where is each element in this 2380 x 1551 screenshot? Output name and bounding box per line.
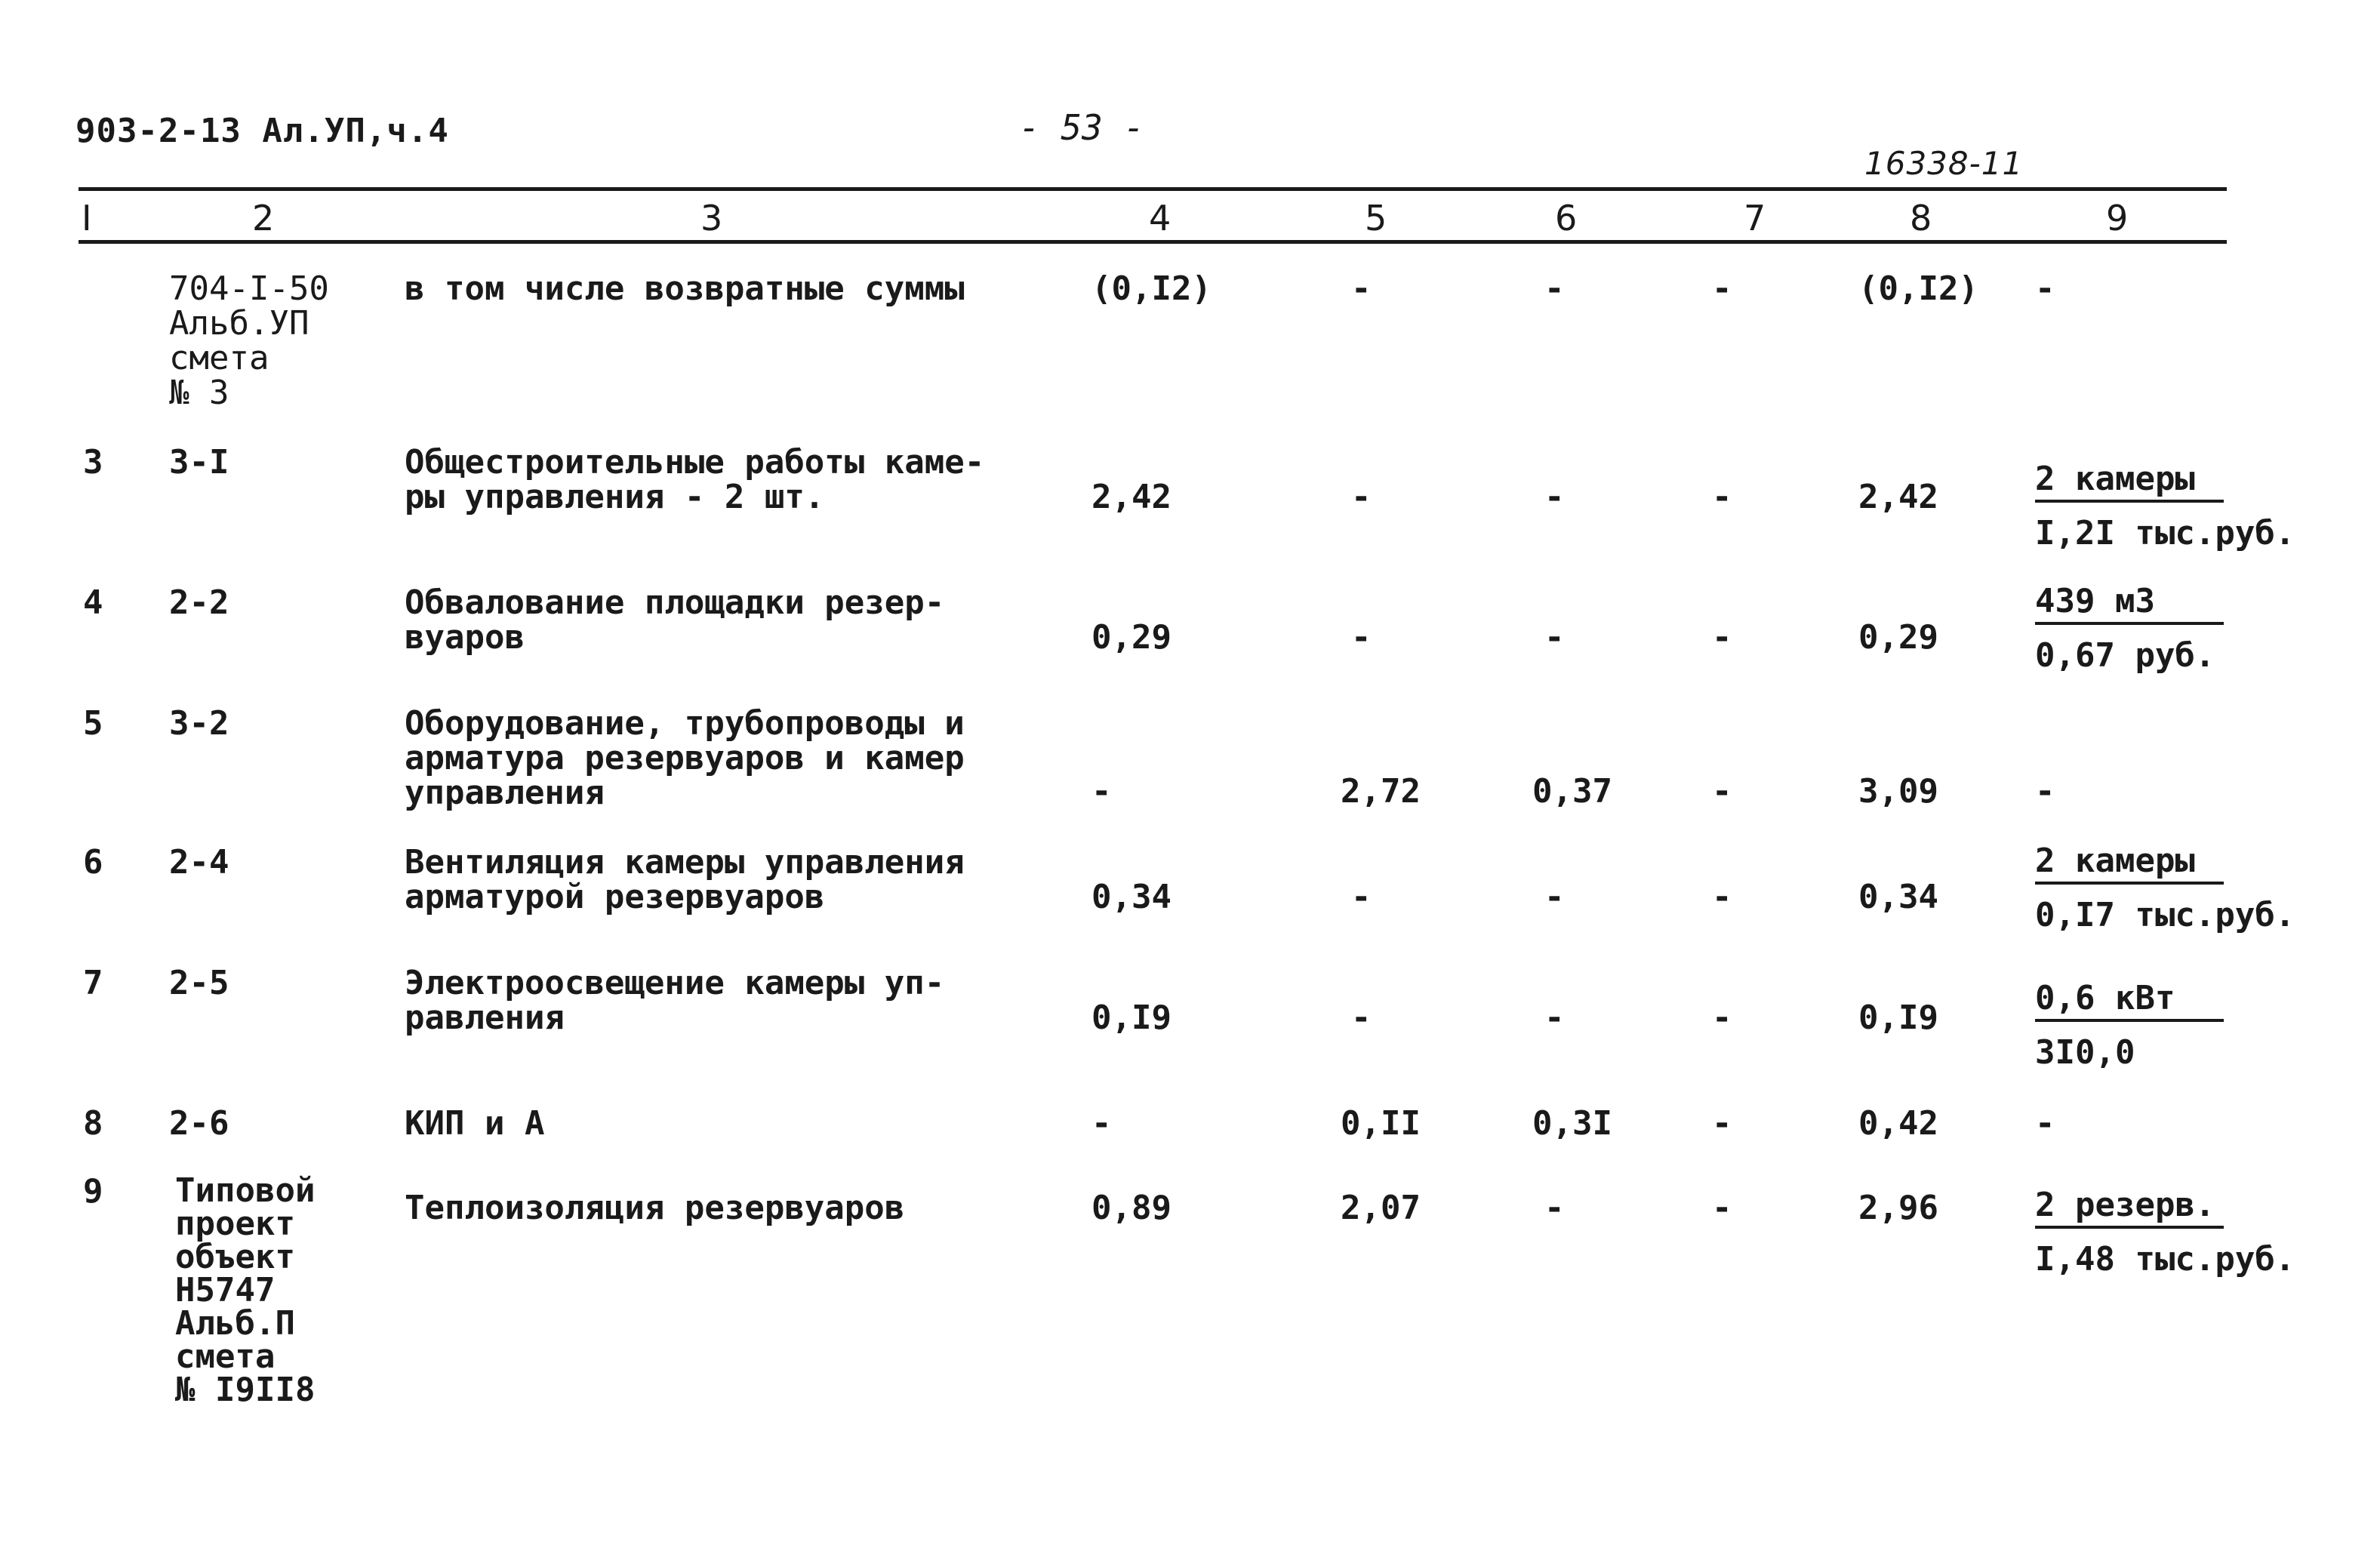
row-code: 3-I bbox=[169, 443, 229, 482]
row-number: 4 bbox=[83, 583, 103, 622]
row-col8: 0,29 bbox=[1858, 618, 1938, 657]
column-header-3: 3 bbox=[700, 198, 723, 238]
column-header-1: I bbox=[82, 198, 92, 238]
row-col9-denominator: 0,67 руб. bbox=[2035, 636, 2215, 675]
row-col6: 0,3I bbox=[1532, 1104, 1612, 1143]
row-number: 5 bbox=[83, 704, 103, 743]
row-col5: - bbox=[1351, 478, 1372, 516]
row-title: в том числе возвратные суммы bbox=[405, 269, 965, 308]
row-col9-numerator: 439 м3 bbox=[2035, 584, 2224, 625]
table-header-rule bbox=[79, 240, 2227, 244]
row-col8: 2,96 bbox=[1858, 1189, 1938, 1227]
row-col8: 2,42 bbox=[1858, 478, 1938, 516]
row-code: 2-6 bbox=[169, 1104, 229, 1143]
row-col5: - bbox=[1351, 999, 1372, 1037]
row-col8: (0,I2) bbox=[1858, 269, 1978, 308]
row-col9: - bbox=[2035, 772, 2055, 811]
page-number: - 53 - bbox=[1019, 107, 1145, 148]
row-col7: - bbox=[1712, 1104, 1732, 1143]
row-col4: - bbox=[1091, 772, 1112, 811]
row-col4: 2,42 bbox=[1091, 478, 1172, 516]
row-code: 704-I-50 Альб.УП смета № 3 bbox=[169, 269, 329, 412]
row-title: Обвалование площадки резер- вуаров bbox=[405, 583, 945, 657]
row-number: 8 bbox=[83, 1104, 103, 1143]
row-code: 2-2 bbox=[169, 583, 229, 622]
row-col4: 0,34 bbox=[1091, 878, 1172, 916]
row-code: Типовой проект объект Н5747 Альб.П смета № I9II8 bbox=[175, 1171, 316, 1409]
row-col5: 2,72 bbox=[1341, 772, 1421, 811]
row-col7: - bbox=[1712, 772, 1732, 811]
row-col4: - bbox=[1091, 1104, 1112, 1143]
column-header-2: 2 bbox=[252, 198, 275, 238]
row-col9-denominator: I,48 тыс.руб. bbox=[2035, 1240, 2295, 1279]
row-title: КИП и А bbox=[405, 1104, 545, 1143]
row-col6: 0,37 bbox=[1532, 772, 1612, 811]
row-col7: - bbox=[1712, 1189, 1732, 1227]
row-col9: - bbox=[2035, 1104, 2055, 1143]
row-col8: 0,34 bbox=[1858, 878, 1938, 916]
table-top-rule bbox=[79, 187, 2227, 191]
document-code: 903-2-13 Ал.УП,ч.4 bbox=[75, 112, 449, 150]
row-col6: - bbox=[1544, 878, 1565, 916]
column-header-7: 7 bbox=[1744, 198, 1766, 238]
row-col9-denominator: 3I0,0 bbox=[2035, 1033, 2135, 1072]
row-number: 7 bbox=[83, 964, 103, 1002]
row-col7: - bbox=[1712, 878, 1732, 916]
column-header-8: 8 bbox=[1910, 198, 1932, 238]
row-col4: (0,I2) bbox=[1091, 269, 1212, 308]
row-title: Оборудование, трубопроводы и арматура резервуаров и камер управления bbox=[405, 704, 965, 812]
row-col9-numerator: 0,6 кВт bbox=[2035, 981, 2224, 1022]
row-col4: 0,29 bbox=[1091, 618, 1172, 657]
row-col6: - bbox=[1544, 269, 1565, 308]
column-header-4: 4 bbox=[1149, 198, 1172, 238]
row-col5: 2,07 bbox=[1341, 1189, 1421, 1227]
row-code: 2-4 bbox=[169, 843, 229, 882]
row-col5: - bbox=[1351, 269, 1372, 308]
row-col5: 0,II bbox=[1341, 1104, 1421, 1143]
row-col9-denominator: 0,I7 тыс.руб. bbox=[2035, 896, 2295, 934]
row-col7: - bbox=[1712, 478, 1732, 516]
row-col9: - bbox=[2035, 269, 2055, 308]
row-col8: 0,I9 bbox=[1858, 999, 1938, 1037]
row-col5: - bbox=[1351, 878, 1372, 916]
row-col9-numerator: 2 резерв. bbox=[2035, 1188, 2224, 1229]
row-col4: 0,89 bbox=[1091, 1189, 1172, 1227]
row-col6: - bbox=[1544, 1189, 1565, 1227]
archive-number: 16338-11 bbox=[1864, 145, 2024, 182]
row-number: 9 bbox=[83, 1172, 103, 1211]
row-col8: 3,09 bbox=[1858, 772, 1938, 811]
row-col4: 0,I9 bbox=[1091, 999, 1172, 1037]
column-header-5: 5 bbox=[1365, 198, 1387, 238]
row-title: Вентиляция камеры управления арматурой резервуаров bbox=[405, 843, 965, 916]
row-col7: - bbox=[1712, 618, 1732, 657]
row-col6: - bbox=[1544, 478, 1565, 516]
row-col6: - bbox=[1544, 618, 1565, 657]
row-col6: - bbox=[1544, 999, 1565, 1037]
row-title: Теплоизоляция резервуаров bbox=[405, 1189, 905, 1227]
row-col7: - bbox=[1712, 269, 1732, 308]
row-code: 3-2 bbox=[169, 704, 229, 743]
column-header-6: 6 bbox=[1555, 198, 1578, 238]
row-number: 6 bbox=[83, 843, 103, 882]
row-number: 3 bbox=[83, 443, 103, 482]
row-title: Общестроительные работы каме- ры управления - 2 шт. bbox=[405, 443, 985, 516]
row-col9-numerator: 2 камеры bbox=[2035, 462, 2224, 503]
row-col5: - bbox=[1351, 618, 1372, 657]
row-code: 2-5 bbox=[169, 964, 229, 1002]
row-col8: 0,42 bbox=[1858, 1104, 1938, 1143]
column-header-9: 9 bbox=[2106, 198, 2129, 238]
row-col9-denominator: I,2I тыс.руб. bbox=[2035, 514, 2295, 552]
row-title: Электроосвещение камеры уп- равления bbox=[405, 964, 945, 1037]
row-col7: - bbox=[1712, 999, 1732, 1037]
row-col9-numerator: 2 камеры bbox=[2035, 844, 2224, 885]
